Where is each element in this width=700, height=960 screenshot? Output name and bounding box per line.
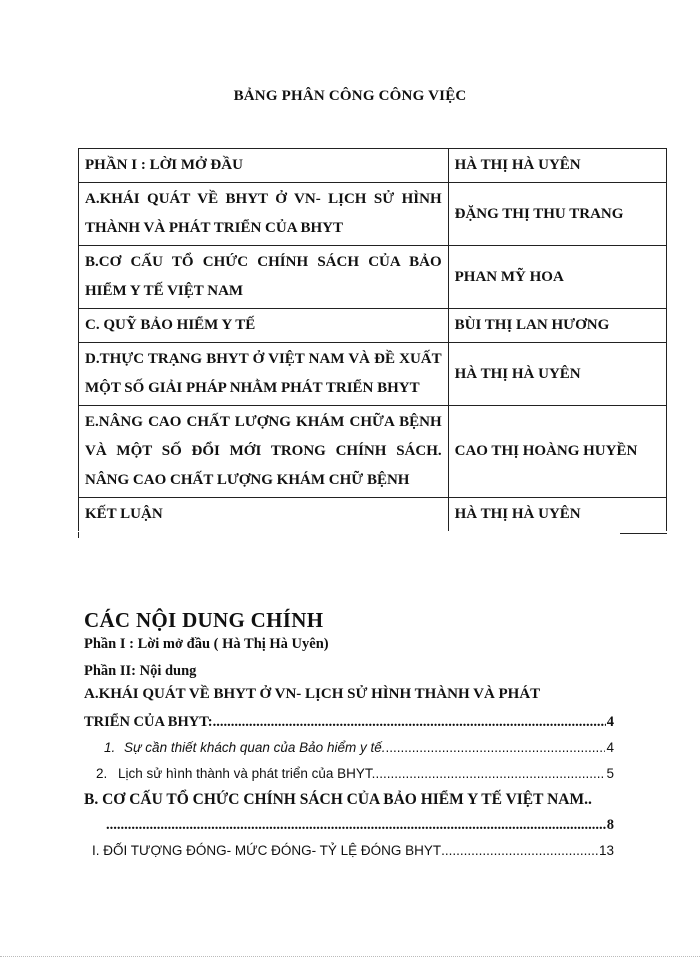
toc-item-1 xyxy=(104,740,614,755)
toc-part1: Phần I : Lời mở đầu ( Hà Thị Hà Uyên) xyxy=(84,636,329,652)
person-cell: BÙI THỊ LAN HƯƠNG xyxy=(448,309,666,343)
toc-item-number: 1. xyxy=(104,740,116,755)
table-edge-mark xyxy=(78,532,79,538)
toc-page-number: 13 xyxy=(598,843,614,858)
person-cell: HÀ THỊ HÀ UYÊN xyxy=(448,498,666,532)
toc-entry-text: I. ĐỐI TƯỢNG ĐÓNG- MỨC ĐÓNG- TỶ LỆ ĐÓNG BHYT xyxy=(92,843,442,858)
task-cell: D.THỰC TRẠNG BHYT Ở VIỆT NAM VÀ ĐỀ XUẤT MỘT SỐ GIẢI PHÁP NHẰM PHÁT TRIỂN BHYT xyxy=(79,343,449,406)
toc-entry-text: Lịch sử hình thành và phát triển của BHYT. xyxy=(118,766,376,781)
table-row xyxy=(79,309,667,343)
toc-heading: CÁC NỘI DUNG CHÍNH xyxy=(84,608,324,632)
toc-entry-text: TRIỂN CỦA BHYT: xyxy=(84,714,213,730)
person-cell: HÀ THỊ HÀ UYÊN xyxy=(448,149,666,183)
task-cell: E.NÂNG CAO CHẤT LƯỢNG KHÁM CHỮA BỆNH VÀ MỘT SỐ ĐỔI MỚI TRONG CHÍNH SÁCH. NÂNG CAO CHẤT LƯỢNG KHÁM CHỮ BỆNH xyxy=(79,406,449,498)
toc-entry-text: Sự cần thiết khách quan của Bảo hiểm y tế. xyxy=(124,740,386,755)
toc-page-number: 4 xyxy=(606,714,614,730)
task-cell: C. QUỸ BẢO HIỂM Y TẾ xyxy=(79,309,449,343)
person-cell: PHAN MỸ HOA xyxy=(448,246,666,309)
table-edge-mark xyxy=(620,533,667,534)
table-row xyxy=(79,406,667,498)
toc-section-b-entry xyxy=(106,817,614,834)
page-bottom-rule xyxy=(0,956,700,958)
toc-leader-dots xyxy=(385,740,605,755)
page-title: BẢNG PHÂN CÔNG CÔNG VIỆC xyxy=(233,88,467,104)
toc-section-b-title: B. CƠ CẤU TỔ CHỨC CHÍNH SÁCH CỦA BẢO HIỂM Y TẾ VIỆT NAM.. xyxy=(84,791,592,808)
toc-leader-dots xyxy=(375,766,605,781)
toc-page-number: 8 xyxy=(606,817,614,833)
toc-page-number: 4 xyxy=(606,740,614,755)
toc-section-a-title: A.KHÁI QUÁT VỀ BHYT Ở VN- LỊCH SỬ HÌNH THÀNH VÀ PHÁT xyxy=(84,686,541,702)
person-cell: HÀ THỊ HÀ UYÊN xyxy=(448,343,666,406)
task-cell: PHẦN I : LỜI MỞ ĐẦU xyxy=(79,149,449,183)
toc-part2: Phần II: Nội dung xyxy=(84,663,197,679)
person-cell: CAO THỊ HOÀNG HUYỀN xyxy=(448,406,666,498)
table-row xyxy=(79,149,667,183)
toc-leader-dots xyxy=(106,817,606,834)
table-row xyxy=(79,343,667,406)
assignment-table xyxy=(78,148,667,531)
toc-item-number: 2. xyxy=(96,766,108,781)
table-row xyxy=(79,183,667,246)
toc-section-a-entry xyxy=(84,714,614,731)
toc-leader-dots xyxy=(441,843,598,858)
task-cell: A.KHÁI QUÁT VỀ BHYT Ở VN- LỊCH SỬ HÌNH THÀNH VÀ PHÁT TRIỂN CỦA BHYT xyxy=(79,183,449,246)
table-row xyxy=(79,246,667,309)
toc-item-2 xyxy=(96,766,614,781)
toc-leader-dots xyxy=(213,714,606,731)
task-cell: B.CƠ CẤU TỔ CHỨC CHÍNH SÁCH CỦA BẢO HIỂM Y TẾ VIỆT NAM xyxy=(79,246,449,309)
toc-page-number: 5 xyxy=(606,766,614,781)
toc-item-I xyxy=(92,843,614,858)
table-row xyxy=(79,498,667,532)
person-cell: ĐẶNG THỊ THU TRANG xyxy=(448,183,666,246)
task-cell: KẾT LUẬN xyxy=(79,498,449,532)
